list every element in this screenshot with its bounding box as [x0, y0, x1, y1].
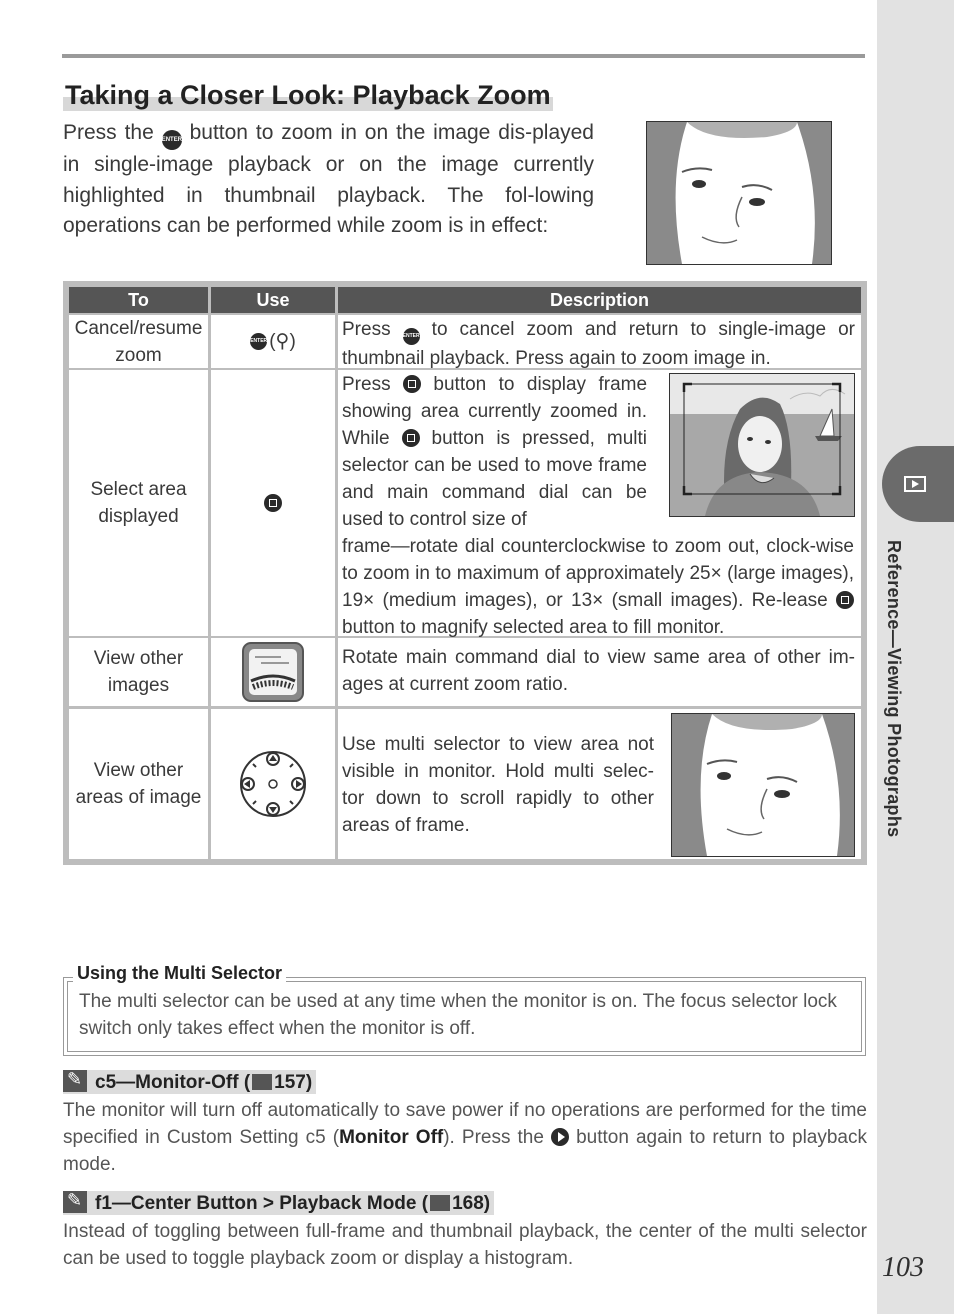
desc-text: Press [342, 374, 391, 395]
desc-text: button to display frame showing area currently zoomed in. While [342, 374, 648, 449]
desc-text: frame—rotate dial counterclockwise to zoom out, clock-wise to zoom in to maximum of approximately 25× (large images), 19× (medium images), or 13× (small images). Re-lease [342, 536, 854, 611]
ref-text-bold: Monitor Off [339, 1127, 444, 1148]
header-to: To [69, 287, 208, 313]
row-other-images-use [211, 638, 335, 706]
zoom-icon: (⚲) [269, 331, 296, 352]
row-other-areas-to: View other areas of image [69, 709, 208, 859]
ref-text: ). Press the [443, 1127, 544, 1148]
zoomed-face-photo [646, 121, 832, 265]
playback-tab[interactable] [882, 446, 954, 522]
row-cancel-to: Cancel/resume zoom [69, 315, 208, 368]
ref-text: button again to return to playback mode. [63, 1127, 868, 1175]
playback-icon [904, 476, 926, 492]
ref-heading-text: c5—Monitor-Off ( [95, 1072, 251, 1093]
enter-button-icon: ENTER [162, 130, 182, 150]
page-reference-icon [252, 1074, 272, 1090]
note-heading: Using the Multi Selector [73, 963, 286, 984]
navigation-frame-photo [669, 373, 855, 517]
ref-heading-page: 157) [274, 1072, 313, 1093]
row-select-to: Select area displayed [69, 370, 208, 636]
zoomed-face-photo-small [671, 713, 855, 857]
row-other-images-to: View other images [69, 638, 208, 706]
pencil-note-icon [63, 1070, 87, 1092]
ref-c5-heading [63, 1070, 316, 1094]
row-cancel-use [211, 315, 335, 368]
desc-text-block-lower [338, 532, 860, 641]
enter-button-icon: ENTER [250, 333, 267, 350]
section-label: Reference—Viewing Photographs [884, 540, 904, 838]
ref-f1-heading [63, 1191, 494, 1215]
row-select-use [211, 370, 335, 636]
multi-selector-icon [235, 749, 311, 819]
desc-text: Press [342, 319, 391, 340]
intro-text-end: button to zoom in on the image dis-played in single-image playback or on the image currently highlighted in thumbnail playback. The fol-lowing operations can be performed while zoom is in effect: [63, 121, 594, 237]
desc-text: to cancel zoom and return to single-image or thumbnail playback. Press again to zoom image in. [342, 319, 855, 369]
ref-text: The monitor will turn off automatically to save power if no operations are performed for the time specified in Custom Setting c5 ( [63, 1100, 867, 1148]
desc-text: button to magnify selected area to fill monitor. [342, 617, 725, 638]
top-rule [62, 54, 865, 58]
intro-text-start: Press the [63, 121, 154, 144]
zoom-selector-button-icon [403, 375, 421, 393]
desc-text: Use multi selector to view area not visible in monitor. Hold multi selec-tor down to scroll rapidly to other areas of frame. [342, 734, 654, 836]
note-text: The multi selector can be used at any time when the monitor is on. The focus selector lock switch only takes effect when the monitor is off. [79, 991, 837, 1039]
ref-heading-page: 168) [452, 1193, 491, 1214]
zoom-selector-button-icon [836, 591, 854, 609]
enter-button-icon: ENTER [403, 328, 420, 345]
page-reference-icon [430, 1195, 450, 1211]
row-cancel-description [338, 315, 861, 368]
pencil-note-icon [63, 1191, 87, 1213]
operations-table [63, 281, 867, 865]
row-other-areas-use [211, 709, 335, 859]
zoom-selector-button-icon [264, 494, 282, 512]
header-use: Use [211, 287, 335, 313]
zoom-selector-button-icon [402, 429, 420, 447]
ref-heading-text: f1—Center Button > Playback Mode ( [95, 1193, 429, 1214]
row-other-images-description: Rotate main command dial to view same area of other im-ages at current zoom ratio. [338, 638, 861, 706]
ref-f1-text: Instead of toggling between full-frame and thumbnail playback, the center of the multi selector can be used to toggle playback zoom or display a histogram. [63, 1221, 867, 1269]
ref-c5-text [63, 1097, 867, 1178]
main-command-dial-icon [241, 641, 305, 703]
page-number: 103 [882, 1252, 924, 1283]
row-other-areas-description [338, 709, 861, 859]
row-select-description [338, 370, 861, 636]
header-description: Description [338, 287, 861, 313]
desc-text: button is pressed, multi selector can be used to move frame and main command dial can be used to control size of [342, 428, 648, 530]
playback-button-icon [551, 1128, 569, 1146]
page-title: Taking a Closer Look: Playback Zoom [65, 80, 551, 110]
intro-paragraph [63, 118, 594, 242]
desc-text-block [338, 370, 653, 533]
